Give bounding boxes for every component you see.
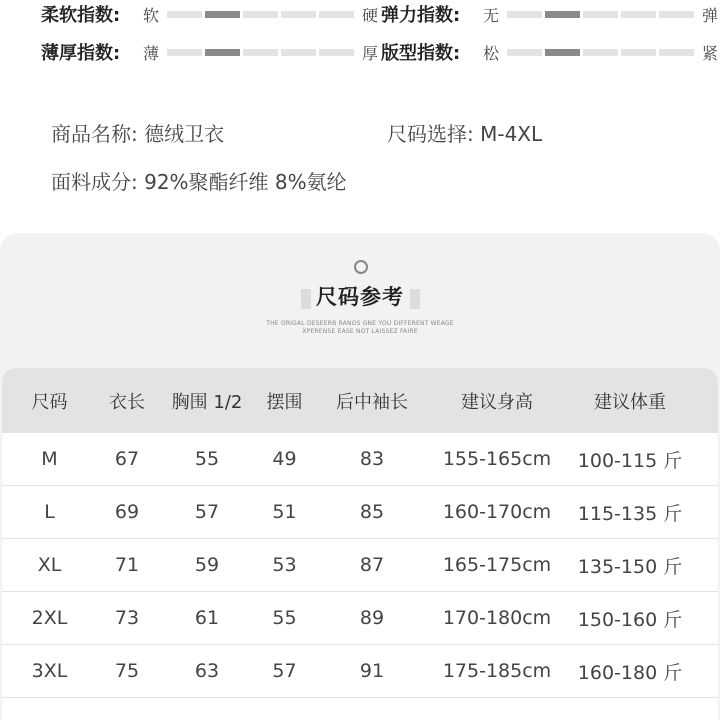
table-row: [2, 645, 718, 698]
index-label: 薄厚指数:: [41, 43, 121, 64]
table-cell: 87: [359, 554, 385, 576]
size-table: [2, 368, 718, 720]
table-cell: M: [41, 448, 58, 470]
table-cell: 53: [272, 554, 297, 576]
elasticity-index: [381, 2, 720, 26]
index-high-label: 厚: [361, 43, 378, 63]
index-segment: [507, 11, 542, 18]
table-cell: 2XL: [31, 607, 68, 629]
index-segment: [507, 49, 542, 56]
index-segment: [281, 11, 316, 18]
index-label: 版型指数:: [381, 43, 461, 64]
table-row: [2, 486, 718, 539]
table-cell: 155-165cm: [442, 448, 552, 470]
index-segment: [659, 49, 694, 56]
column-header: 后中袖长: [336, 391, 408, 413]
column-header: 建议体重: [594, 391, 666, 413]
index-label: 弹力指数:: [381, 5, 461, 26]
index-segment: [167, 49, 202, 56]
size-section-subtitle: XPERENSE EASE NOT LAISSEZ FAIRE: [302, 328, 418, 335]
index-segment: [659, 11, 694, 18]
table-cell: 170-180cm: [442, 607, 552, 629]
index-low-label: 软: [142, 5, 159, 25]
column-header: 衣长: [109, 391, 145, 413]
index-label: 柔软指数:: [41, 5, 121, 26]
table-row: [2, 539, 718, 592]
fit-index: [381, 40, 720, 64]
table-cell: 175-185cm: [442, 660, 552, 682]
table-cell: XL: [37, 554, 62, 576]
table-cell: 89: [359, 607, 385, 629]
table-cell: 51: [272, 501, 297, 523]
table-cell: 73: [114, 607, 140, 629]
index-high-label: 弹: [701, 5, 718, 25]
table-cell: 57: [194, 501, 220, 523]
index-segment: [621, 11, 656, 18]
softness-index: [41, 2, 380, 26]
table-cell: 165-175cm: [442, 554, 552, 576]
column-header: 尺码: [31, 391, 68, 413]
table-cell: 69: [114, 501, 140, 523]
index-high-label: 硬: [361, 5, 378, 25]
table-cell: 150-160 斤: [577, 608, 683, 631]
table-cell: 135-150 斤: [577, 555, 683, 578]
table-cell: 67: [114, 448, 140, 470]
product-name: 商品名称: 德绒卫衣: [51, 122, 225, 146]
index-bar: [507, 49, 694, 56]
table-cell: 61: [194, 607, 220, 629]
table-cell: 83: [359, 448, 385, 470]
index-bar: [507, 11, 694, 18]
index-low-label: 松: [482, 43, 499, 63]
index-segment: [243, 49, 278, 56]
table-header: [2, 368, 718, 433]
table-cell: 63: [194, 660, 220, 682]
size-range: 尺码选择: M-4XL: [387, 122, 543, 146]
index-bar: [167, 49, 354, 56]
table-cell: 91: [359, 660, 385, 682]
index-segment: [583, 49, 618, 56]
fabric-composition: 面料成分: 92%聚酯纤维 8%氨纶: [51, 170, 347, 194]
table-cell: 55: [272, 607, 297, 629]
index-segment-active: [545, 49, 580, 56]
column-header: 建议身高: [461, 391, 533, 413]
table-cell: 59: [194, 554, 220, 576]
index-segment: [319, 49, 354, 56]
table-cell: 57: [272, 660, 297, 682]
table-cell: L: [44, 501, 55, 523]
table-cell: 71: [114, 554, 140, 576]
circle-icon: [354, 260, 368, 274]
index-segment-active: [545, 11, 580, 18]
table-row: [2, 433, 718, 486]
table-cell: 160-180 斤: [577, 661, 683, 684]
index-low-label: 无: [482, 5, 499, 25]
column-header: 胸围 1/2: [171, 391, 243, 413]
table-cell: 49: [272, 448, 297, 470]
index-segment: [621, 49, 656, 56]
size-section-title: 尺码参考: [316, 285, 404, 309]
table-cell: 160-170cm: [442, 501, 552, 523]
index-segment-active: [205, 49, 240, 56]
table-cell: 55: [194, 448, 220, 470]
index-segment: [319, 11, 354, 18]
table-cell: 85: [359, 501, 385, 523]
index-segment: [243, 11, 278, 18]
table-cell: 100-115 斤: [577, 449, 683, 472]
size-section-subtitle: THE ORIGAL DESEERB RANOS GNE YOU DIFFERENT WEAGE: [266, 320, 454, 327]
index-segment: [167, 11, 202, 18]
index-segment: [583, 11, 618, 18]
table-cell: 75: [114, 660, 140, 682]
column-header: 摆围: [266, 391, 303, 413]
table-cell: 115-135 斤: [577, 502, 683, 525]
index-bar: [167, 11, 354, 18]
table-cell: 3XL: [31, 660, 68, 682]
index-segment: [281, 49, 316, 56]
index-low-label: 薄: [142, 43, 159, 63]
index-high-label: 紧: [701, 43, 718, 63]
index-segment-active: [205, 11, 240, 18]
table-row: [2, 592, 718, 645]
thickness-index: [41, 40, 380, 64]
